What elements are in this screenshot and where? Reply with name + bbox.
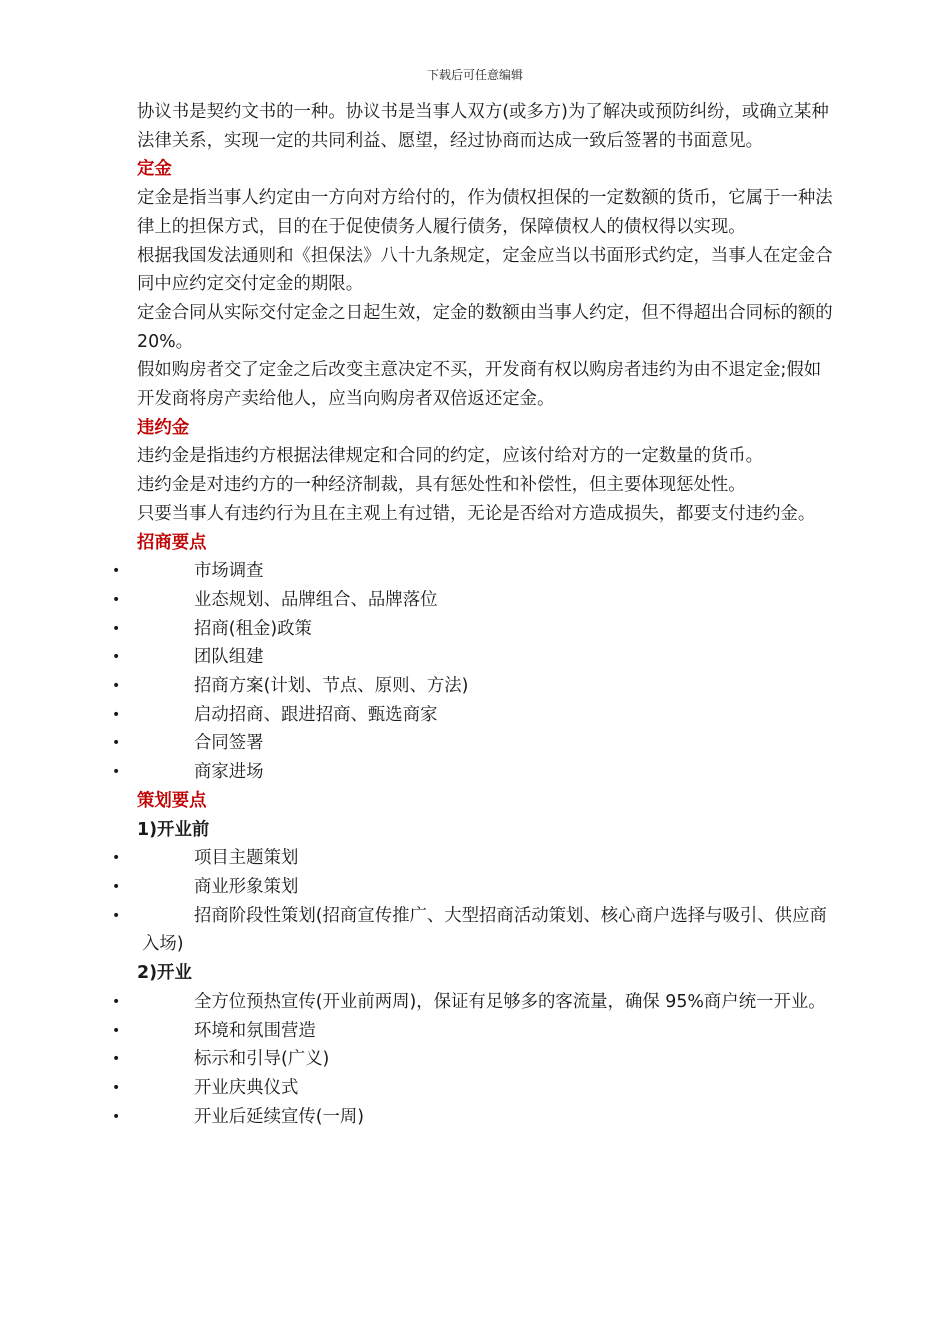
list-item: • 开业庆典仪式 xyxy=(137,1074,837,1103)
bullet-icon: • xyxy=(112,706,121,723)
bullet-icon: • xyxy=(112,563,121,580)
penalty-paragraph: 只要当事人有违约行为且在主观上有过错，无论是否给对方造成损失，都要支付违约金。 xyxy=(137,503,816,524)
bullet-icon: • xyxy=(112,591,121,608)
deposit-paragraph: 假如购房者交了定金之后改变主意决定不买，开发商有权以购房者违约为由不退定金;假如开发商将房产卖给他人，应当向购房者双倍返还定金。 xyxy=(137,360,822,410)
bullet-icon: • xyxy=(112,993,121,1010)
section-title-leasing: 招商要点 xyxy=(137,532,207,553)
bullet-icon: • xyxy=(112,735,121,752)
bullet-icon: • xyxy=(112,907,121,924)
bullet-icon: • xyxy=(112,878,121,895)
list-item: • 项目主题策划 xyxy=(137,844,837,873)
list-item: • 招商方案(计划、节点、原则、方法) xyxy=(137,672,837,701)
bullet-icon: • xyxy=(112,1079,121,1096)
page-header: 下载后可任意编辑 xyxy=(426,68,523,82)
list-item: • 标示和引导(广义) xyxy=(137,1045,837,1074)
subsection-title-pre-opening: 1)开业前 xyxy=(137,819,210,840)
list-item: • 全方位预热宣传(开业前两周)，保证有足够多的客流量，确保 95%商户统一开业。 xyxy=(137,988,837,1017)
list-item: • 合同签署 xyxy=(137,729,837,758)
bullet-icon: • xyxy=(112,649,121,666)
list-item: • 商业形象策划 xyxy=(137,873,837,902)
deposit-paragraph: 根据我国发法通则和《担保法》八十九条规定，定金应当以书面形式约定，当事人在定金合同中应约定交付定金的期限。 xyxy=(137,245,833,295)
opening-list xyxy=(112,988,837,1132)
intro-paragraph: 协议书是契约文书的一种。协议书是当事人双方(或多方)为了解决或预防纠纷，或确立某种法律关系，实现一定的共同利益、愿望，经过协商而达成一致后签署的书面意见。 xyxy=(137,102,829,151)
list-item: • 开业后延续宣传(一周) xyxy=(137,1103,837,1132)
bullet-icon: • xyxy=(112,1022,121,1039)
list-item: • 招商阶段性策划(招商宣传推广、大型招商活动策划、核心商户选择与吸引、供应商入场) xyxy=(137,902,837,959)
bullet-icon: • xyxy=(112,850,121,867)
bullet-icon: • xyxy=(112,764,121,781)
subsection-title-opening: 2)开业 xyxy=(137,963,192,984)
list-item: • 招商(租金)政策 xyxy=(137,615,837,644)
section-title-penalty: 违约金 xyxy=(137,417,190,438)
section-title-deposit: 定金 xyxy=(137,159,172,180)
deposit-paragraph: 定金合同从实际交付定金之日起生效，定金的数额由当事人约定，但不得超出合同标的额的 20%。 xyxy=(137,302,833,352)
bullet-icon: • xyxy=(112,678,121,695)
list-item: • 市场调查 xyxy=(137,557,837,586)
list-item: • 启动招商、跟进招商、甄选商家 xyxy=(137,701,837,730)
list-item: • 业态规划、品牌组合、品牌落位 xyxy=(137,586,837,615)
document-body xyxy=(112,98,837,1131)
bullet-icon: • xyxy=(112,620,121,637)
bullet-icon: • xyxy=(112,1051,121,1068)
bullet-icon: • xyxy=(112,1108,121,1125)
penalty-paragraph: 违约金是指违约方根据法律规定和合同的约定，应该付给对方的一定数量的货币。 xyxy=(137,446,764,467)
pre-opening-list xyxy=(112,844,837,959)
section-title-planning: 策划要点 xyxy=(137,790,207,811)
list-item: • 团队组建 xyxy=(137,643,837,672)
leasing-list xyxy=(112,557,837,787)
deposit-paragraph: 定金是指当事人约定由一方向对方给付的，作为债权担保的一定数额的货币，它属于一种法律上的担保方式，目的在于促使债务人履行债务，保障债权人的债权得以实现。 xyxy=(137,188,833,237)
list-item: • 商家进场 xyxy=(137,758,837,787)
list-item: • 环境和氛围营造 xyxy=(137,1017,837,1046)
penalty-paragraph: 违约金是对违约方的一种经济制裁，具有惩处性和补偿性，但主要体现惩处性。 xyxy=(137,475,746,496)
